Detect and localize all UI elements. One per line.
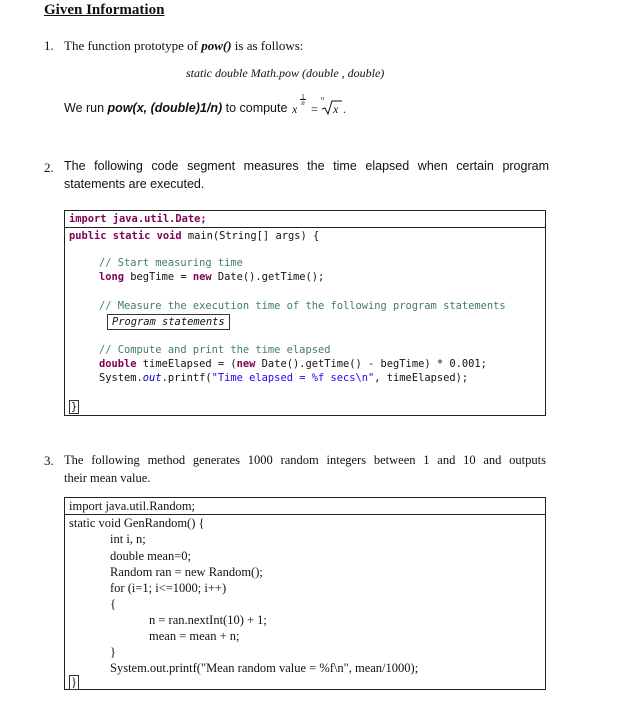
pow-function-name: pow()	[201, 38, 232, 53]
code-comment-compute: // Compute and print the time elapsed	[99, 344, 331, 356]
code-line: Random ran = new Random();	[110, 565, 263, 579]
item-3-text-line2: their mean value.	[64, 471, 151, 485]
item-3-text-line1: The following method generates 1000 random integers between 1 and 10 and outputs	[64, 453, 546, 467]
item-2-number: 2.	[44, 160, 54, 175]
program-statements-placeholder: Program statements	[107, 314, 230, 330]
code-line: }	[110, 645, 116, 659]
code-import-date: import java.util.Date;	[69, 213, 207, 225]
code-line: System.out.printf("Mean random value = %f\n", mean/1000);	[110, 661, 419, 675]
page-title: Given Information	[44, 2, 165, 18]
code-comment-start: // Start measuring time	[99, 257, 243, 269]
item-2-text-line2: statements are executed.	[64, 177, 205, 191]
code-begtime-line: long begTime = new Date().getTime();	[99, 271, 325, 283]
code-line: n = ran.nextInt(10) + 1;	[149, 613, 267, 627]
code-divider	[64, 514, 546, 515]
item-1-intro: The function prototype of pow() is as follows:	[64, 38, 304, 53]
item-2-text-line1: The following code segment measures the time elapsed when certain program	[64, 159, 549, 173]
item-1-run-text: We run pow(x, (double)1/n) to compute	[64, 101, 288, 115]
item-1-number: 1.	[44, 38, 54, 53]
item-3-number: 3.	[44, 453, 54, 468]
radical-sign-icon	[322, 100, 342, 115]
code-divider	[64, 227, 546, 228]
code-line: for (i=1; i<=1000; i++)	[110, 581, 227, 595]
code-closing-brace: }	[71, 401, 78, 413]
code-main-signature: public static void main(String[] args) {	[69, 230, 320, 242]
code-genrandom-signature: static void GenRandom() {	[69, 516, 205, 530]
code-line: double mean=0;	[110, 549, 191, 563]
code-comment-measure: // Measure the execution time of the following program statements	[99, 300, 506, 312]
code-line: int i, n;	[110, 532, 146, 546]
code-closing-brace: }	[71, 675, 77, 689]
code-elapsed-line: double timeElapsed = (new Date().getTime() - begTime) * 0.001;	[99, 358, 487, 370]
code-import-random: import java.util.Random;	[69, 499, 196, 513]
code-printf-line: System.out.printf("Time elapsed = %f secs\n", timeElapsed);	[99, 372, 469, 384]
code-line: {	[110, 597, 116, 611]
function-prototype: static double Math.pow (double , double)	[186, 66, 385, 80]
code-line: mean = mean + n;	[149, 629, 240, 643]
pow-call: pow(x, (double)1/n)	[107, 101, 223, 115]
